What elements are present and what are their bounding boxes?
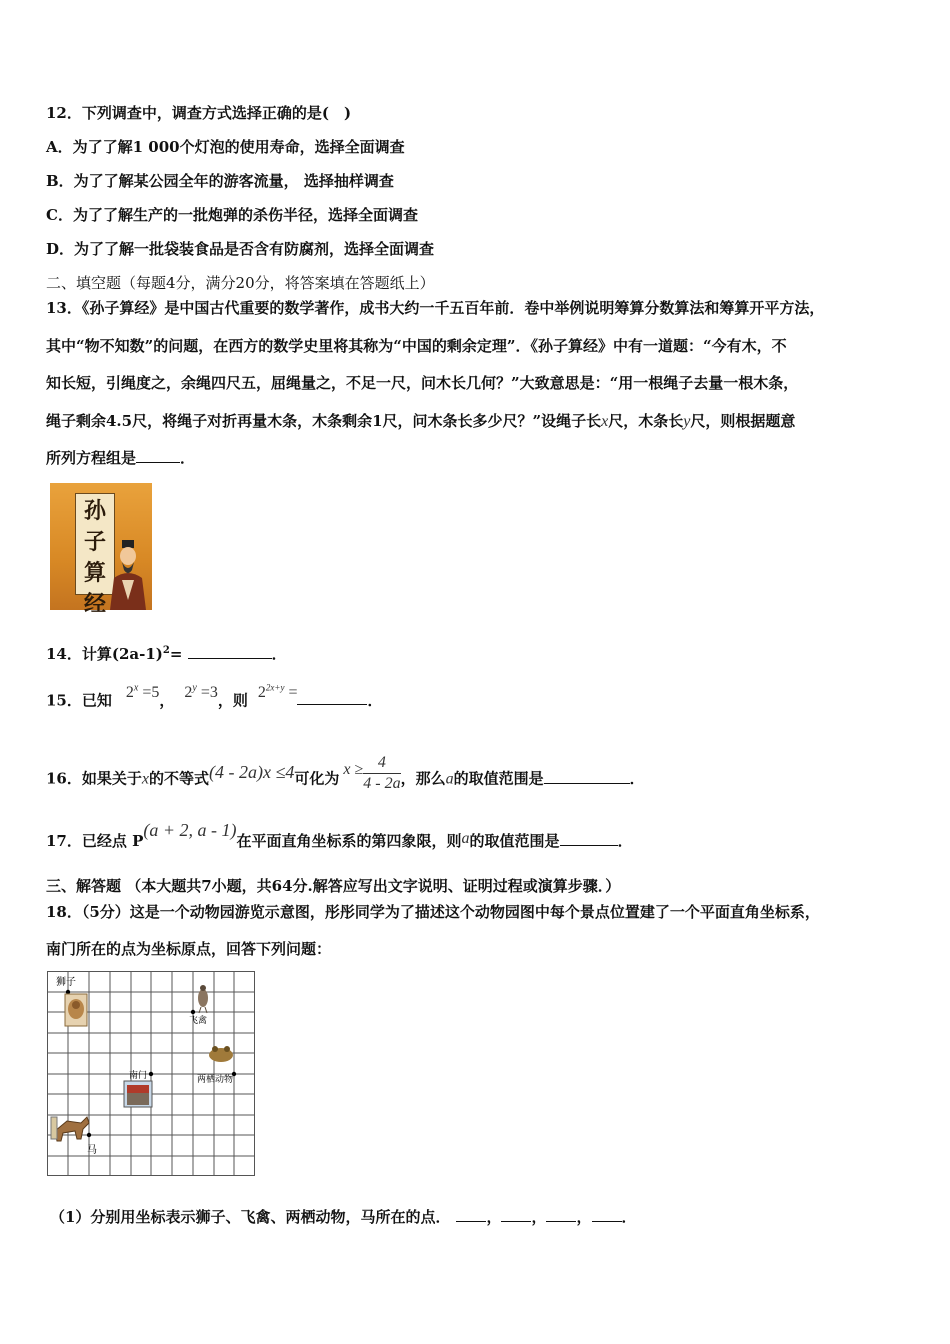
horse-point: [87, 1133, 91, 1137]
answer-blank[interactable]: [136, 448, 180, 463]
q12-option-d: D．为了了解一批袋装食品是否含有防腐剂，选择全面调查: [46, 240, 435, 258]
amphibian-label: 两栖动物: [197, 1075, 234, 1085]
q18-line-1: 18．（5分）这是一个动物园游览示意图，彤彤同学为了描述这个动物园图中每个景点位置建了一个平面直角坐标系，: [46, 903, 820, 921]
sunzi-suanjing-book-cover: [50, 483, 152, 617]
answer-blank[interactable]: [544, 769, 630, 784]
section-3-heading: 三、解答题 （本大题共7小题，共64分.解答应写出文字说明、证明过程或演算步骤．）: [46, 877, 621, 895]
answer-blank[interactable]: [188, 644, 272, 659]
q12-option-b: B．为了了解某公园全年的游客流量， 选择抽样调查: [46, 172, 394, 190]
fraction: $\frac{4}{4 - 2a}$: [363, 754, 401, 792]
q15: 15．已知 $2^x =5$， $2^y =3$，则 $2^{2x+y}$ = ．: [46, 683, 383, 710]
q13-line-5: 所列方程组是 ．: [46, 449, 196, 467]
bird-point: [191, 1010, 195, 1014]
south-gate-icon: [124, 1081, 152, 1107]
horse-label: 马: [87, 1145, 97, 1156]
answer-blank[interactable]: [560, 831, 618, 846]
q13-line-3: 知长短，引绳度之，余绳四尺五，屈绳量之，不足一尺，问木长几何？”大致意思是：“用一根绳子去量一根木条，: [46, 374, 799, 392]
lion-label: 狮子: [56, 977, 76, 988]
q12-option-a: A．为了了解1 000个灯泡的使用寿命，选择全面调查: [46, 138, 405, 156]
q14: 14．计算$(2a-1)^2=$ ．: [46, 645, 287, 663]
section-2-heading: 二、填空题（每题4分，满分20分，将答案填在答题纸上）: [46, 274, 435, 292]
answer-blank-horse[interactable]: [592, 1207, 622, 1222]
q16: 16．如果关于x的不等式(4 - 2a)x ≤4可化为x ≥ $\frac{4}{4 - 2a}$ ，那么a的取值范围是 ．: [46, 754, 645, 792]
book-title: 孙 子 算 经: [75, 493, 115, 595]
q17: 17．已经点 P(a + 2, a - 1)在平面直角坐标系的第四象限，则a的取值范围是 ．: [46, 820, 633, 850]
scholar-figure-icon: [108, 540, 148, 610]
lion-icon: [65, 994, 87, 1026]
answer-blank-bird[interactable]: [501, 1207, 531, 1222]
q13-line-1: 13．《孙子算经》是中国古代重要的数学著作，成书大约一千五百年前．卷中举例说明筹算分数算法和筹算开平方法，: [46, 299, 825, 317]
origin-point: [149, 1072, 153, 1076]
q18-sub-1: （1）分别用坐标表示狮子、飞禽、两栖动物，马所在的点． ， ， ， ．: [50, 1208, 637, 1226]
bird-icon: [198, 985, 208, 1013]
q18-line-2: 南门所在的点为坐标原点，回答下列问题：: [46, 940, 332, 958]
horse-icon: [51, 1117, 89, 1141]
q13-line-4: 绳子剩余4.5尺，将绳子对折再量木条，木条剩余1尺，问木条长多少尺？”设绳子长x尺，木条长y尺，则根据题意: [46, 412, 796, 430]
zoo-map-grid: [47, 971, 256, 1177]
gate-label: 南门: [129, 1071, 148, 1081]
bird-label: 飞禽: [189, 1016, 208, 1026]
frog-icon: [209, 1046, 233, 1062]
answer-blank-amphibian[interactable]: [546, 1207, 576, 1222]
q12-stem: 12．下列调查中，调查方式选择正确的是( ): [46, 104, 352, 122]
q12-option-c: C．为了了解生产的一批炮弹的杀伤半径，选择全面调查: [46, 206, 418, 224]
q13-line-2: 其中“物不知数”的问题，在西方的数学史里将其称为“中国的剩余定理”．《孙子算经》中有一道题：“今有木，不: [46, 337, 787, 355]
answer-blank-lion[interactable]: [456, 1207, 486, 1222]
answer-blank[interactable]: [297, 690, 367, 705]
